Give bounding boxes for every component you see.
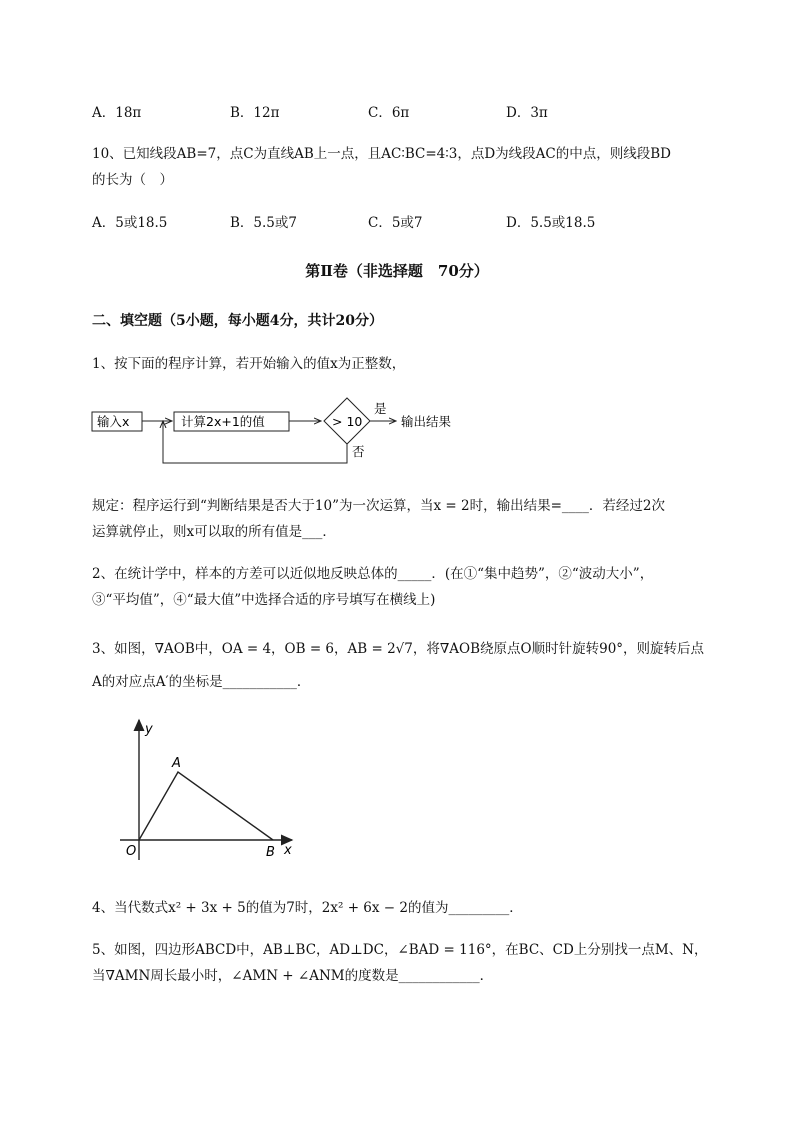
q9-option-b: B．12π: [230, 105, 280, 121]
fq1-rule-line1: 规定：程序运行到“判断结果是否大于10”为一次运算，当x = 2时，输出结果=____．若经过2次: [92, 498, 665, 514]
q9-option-a: A．18π: [92, 105, 142, 121]
flow-yes-label: 是: [374, 401, 387, 416]
fq5-stem-line1: 5、如图，四边形ABCD中，AB⊥BC，AD⊥DC，∠BAD = 116°，在BC、CD上分别找一点M、N，: [92, 942, 708, 958]
flow-no-label: 否: [352, 444, 365, 459]
flow-condition-label: > 10: [332, 414, 363, 429]
q9-option-d: D．3π: [506, 105, 548, 121]
flow-compute-label: 计算2x+1的值: [181, 414, 265, 429]
y-axis-label: y: [145, 722, 153, 737]
fq4-stem: 4、当代数式x² + 3x + 5的值为7时，2x² + 6x − 2的值为_________．: [92, 900, 523, 916]
point-b-label: B: [266, 845, 275, 860]
section2-title: 二、填空题（5小题，每小题4分，共计20分）: [92, 313, 383, 329]
fq2-stem-line1: 2、在统计学中，样本的方差可以近似地反映总体的_____．(在①“集中趋势”，②“波动大小”，: [92, 566, 654, 582]
triangle-aob-figure: [110, 715, 310, 865]
q10-option-c: C．5或7: [368, 215, 423, 231]
fq5-stem-line2: 当∇AMN周长最小时，∠AMN + ∠ANM的度数是____________．: [92, 968, 494, 984]
fq1-rule-line2: 运算就停止，则x可以取的所有值是___．: [92, 524, 336, 540]
q10-stem-line2: 的长为（ ）: [92, 172, 173, 188]
flow-input-label: 输入x: [97, 414, 130, 429]
x-axis-label: x: [284, 843, 292, 858]
fq3-stem-line1: 3、如图，∇AOB中，OA = 4，OB = 6，AB = 2√7，将∇AOB绕原点O顺时针旋转90°，则旋转后点: [92, 641, 705, 657]
flow-output-label: 输出结果: [401, 414, 452, 429]
q10-option-d: D．5.5或18.5: [506, 215, 596, 231]
fq2-stem-line2: ③“平均值”，④“最大值”中选择合适的序号填写在横线上): [92, 592, 436, 608]
part2-title: 第Ⅱ卷（非选择题 70分）: [305, 262, 489, 280]
q10-option-b: B．5.5或7: [230, 215, 297, 231]
flowchart: [88, 395, 478, 470]
q9-option-c: C．6π: [368, 105, 410, 121]
q10-option-a: A．5或18.5: [92, 215, 168, 231]
q10-stem-line1: 10、已知线段AB=7，点C为直线AB上一点，且AC∶BC=4∶3，点D为线段AC的中点，则线段BD: [92, 146, 671, 162]
origin-label: O: [126, 844, 137, 859]
fq3-stem-line2: A的对应点A′的坐标是___________．: [92, 674, 311, 690]
triangle-sides: [139, 772, 273, 840]
fq1-stem: 1、按下面的程序计算，若开始输入的值x为正整数，: [92, 356, 406, 372]
point-a-label: A: [172, 756, 181, 771]
